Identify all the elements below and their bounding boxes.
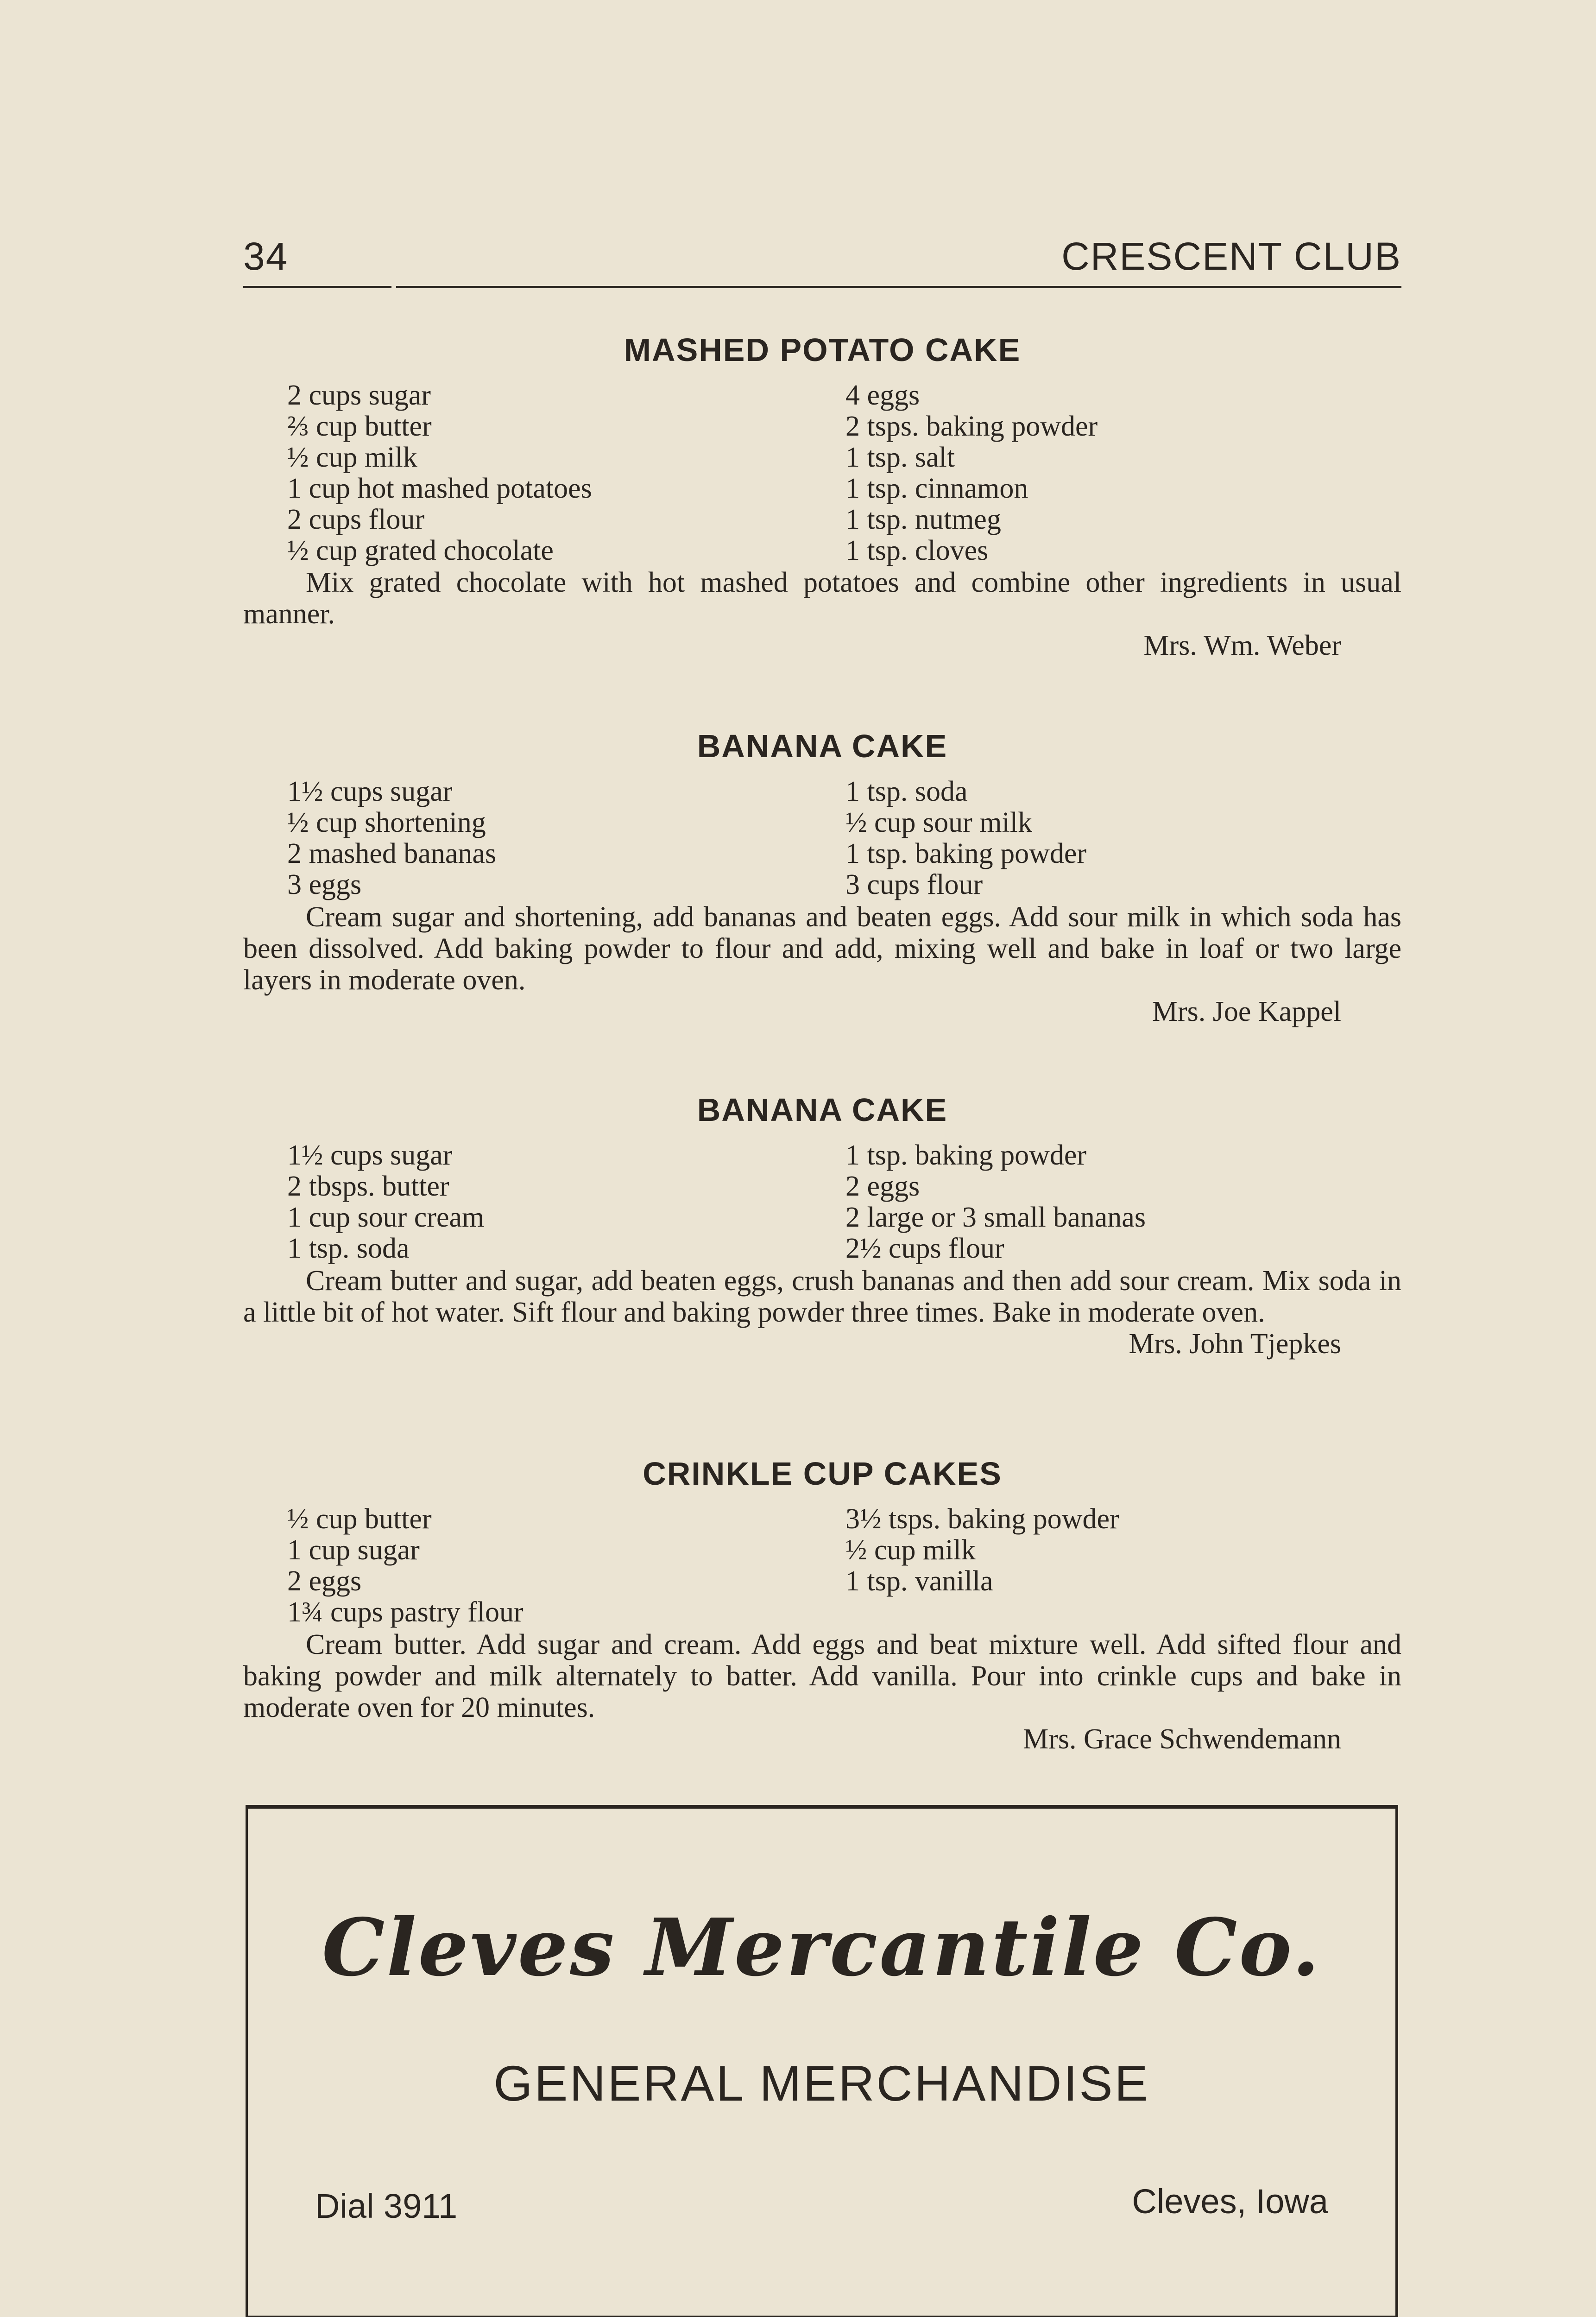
ingredient: 2 mashed bananas: [287, 838, 497, 869]
ingredient: 1 tsp. soda: [287, 1233, 410, 1264]
ad-company-name: Cleves Mercantile Co.: [322, 1901, 1321, 1994]
recipe-crinkle-cup-cakes: [243, 1453, 1401, 1755]
ingredient: 2 large or 3 small bananas: [845, 1202, 1146, 1233]
ingredient: 1 tsp. vanilla: [845, 1565, 993, 1597]
ingredient-list: [243, 1504, 1401, 1629]
ingredient: 3½ tsps. baking powder: [845, 1503, 1119, 1535]
recipe-author: Mrs. Wm. Weber: [1143, 630, 1341, 661]
ingredient: 1 tsp. soda: [845, 776, 968, 807]
header-rule-right: [396, 286, 1401, 288]
ingredient-column-left: [287, 776, 496, 900]
ingredient: 2 cups sugar: [287, 380, 431, 411]
ingredient-list: [243, 1140, 1401, 1265]
ingredient: 1 tsp. cinnamon: [845, 473, 1028, 504]
ad-tagline: GENERAL MERCHANDISE: [493, 2055, 1150, 2111]
ingredient: 2 tbsps. butter: [287, 1171, 449, 1202]
ingredient-list: [243, 380, 1401, 567]
ingredient-column-left: [287, 1504, 524, 1628]
ingredient: 2 cups flour: [287, 504, 425, 535]
ingredient: ½ cup milk: [287, 442, 417, 473]
ingredient-column-right: [845, 1140, 1146, 1264]
recipe-mashed-potato-cake: [243, 329, 1401, 661]
ingredient: ½ cup butter: [287, 1503, 432, 1535]
recipe-method: Cream sugar and shortening, add bananas and beaten eggs. Add sour milk in which soda has been dissolved. Add baking powder to flour and add, mixing well and bake in loaf or two large layers in moderate oven.: [243, 901, 1401, 996]
recipe-author: Mrs. Joe Kappel: [1152, 996, 1341, 1027]
header-rule-left: [243, 286, 391, 288]
recipe-banana-cake-1: [243, 725, 1401, 1027]
ingredient: 1½ cups sugar: [287, 776, 453, 807]
recipe-title: MASHED POTATO CAKE: [624, 332, 1021, 368]
ingredient: 1 tsp. nutmeg: [845, 504, 1001, 535]
recipe-method: Cream butter. Add sugar and cream. Add eggs and beat mixture well. Add sifted flour and baking powder and milk alternately to batter. Add vanilla. Pour into crinkle cups and bake in moderate oven for 20 minutes.: [243, 1629, 1401, 1723]
ad-phone: Dial 3911: [315, 2187, 458, 2225]
ingredient: 1½ cups sugar: [287, 1140, 453, 1171]
ad-location: Cleves, Iowa: [1132, 2182, 1328, 2221]
ingredient: 1 tsp. baking powder: [845, 1140, 1087, 1171]
recipe-title: BANANA CAKE: [697, 728, 948, 764]
ingredient: 1 tsp. cloves: [845, 535, 989, 566]
ingredient-column-left: [287, 380, 592, 566]
ingredient: 3 cups flour: [845, 869, 983, 900]
page-number: 34: [243, 234, 289, 278]
ingredient: 2½ cups flour: [845, 1233, 1004, 1264]
ingredient: ½ cup shortening: [287, 807, 486, 838]
recipe-author: Mrs. Grace Schwendemann: [1023, 1723, 1341, 1755]
ingredient-column-right: [845, 1504, 1119, 1597]
recipe-title: CRINKLE CUP CAKES: [643, 1456, 1002, 1492]
ingredient-column-left: [287, 1140, 484, 1264]
ingredient: 2 tsps. baking powder: [845, 411, 1098, 442]
recipe-method: Mix grated chocolate with hot mashed potatoes and combine other ingredients in usual manner.: [243, 567, 1401, 630]
ingredient: 1 cup hot mashed potatoes: [287, 473, 592, 504]
advertisement-box: [246, 1805, 1398, 2317]
ingredient: 1 cup sour cream: [287, 1202, 485, 1233]
recipe-banana-cake-2: [243, 1089, 1401, 1360]
ingredient: ⅔ cup butter: [287, 411, 432, 442]
ingredient: 4 eggs: [845, 380, 920, 411]
ingredient: ½ cup milk: [845, 1534, 976, 1566]
page-header: [243, 234, 1401, 290]
recipe-title: BANANA CAKE: [697, 1092, 948, 1128]
ingredient: 1 cup sugar: [287, 1534, 420, 1566]
ingredient: 2 eggs: [287, 1565, 362, 1597]
ingredient: 2 eggs: [845, 1171, 920, 1202]
recipe-method: Cream butter and sugar, add beaten eggs, crush bananas and then add sour cream. Mix soda in a little bit of hot water. Sift flour and baking powder three times. Bake in moderate oven.: [243, 1265, 1401, 1328]
ingredient: 1 tsp. baking powder: [845, 838, 1087, 869]
ingredient: 3 eggs: [287, 869, 362, 900]
ingredient-column-right: [845, 380, 1098, 566]
ingredient: ½ cup grated chocolate: [287, 535, 554, 566]
ingredient-list: [243, 776, 1401, 901]
ingredient-column-right: [845, 776, 1086, 900]
ingredient: ½ cup sour milk: [845, 807, 1032, 838]
recipe-author: Mrs. John Tjepkes: [1129, 1328, 1341, 1360]
ingredient: 1 tsp. salt: [845, 442, 955, 473]
ingredient: 1¾ cups pastry flour: [287, 1596, 524, 1628]
running-title: CRESCENT CLUB: [1061, 234, 1401, 278]
